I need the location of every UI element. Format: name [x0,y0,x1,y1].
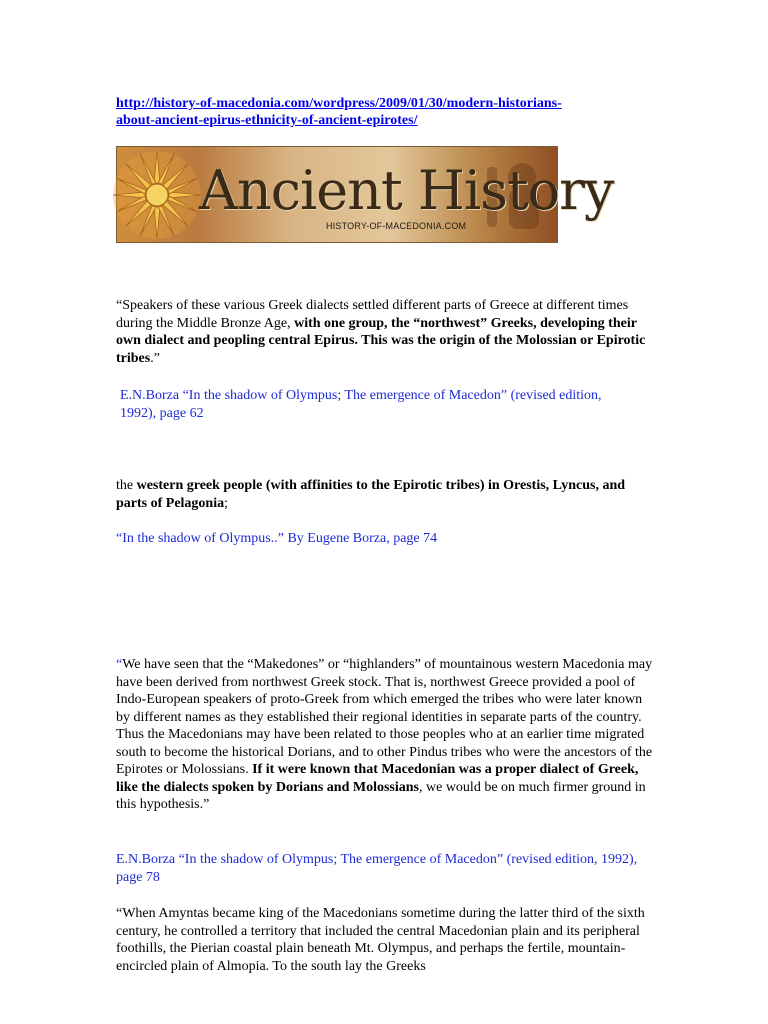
quote-paragraph-1 [116,297,656,367]
ancient-history-banner [116,146,614,243]
quote1-text: “Speakers of these various Greek dialects settled different parts of Greece at different times during the Middle Bronze Age, [116,298,629,331]
quote-paragraph-2 [116,477,656,512]
quote1-end: .” [150,350,160,366]
quote3-emphasis: If it were known that Macedonian was a proper dialect of Greek, like the dialects spoken by Dorians and Molossians [116,762,639,795]
source-link-line2[interactable]: about-ancient-epirus-ethnicity-of-ancient-epirotes/ [116,113,418,128]
quote3-open: “ [116,657,123,672]
quote2-end: ; [224,495,228,511]
citation-2: “In the shadow of Olympus..” By Eugene Borza, page 74 [116,531,438,546]
quote-paragraph-3 [116,656,656,814]
quote2-emphasis: western greek people (with affinities to the Epirotic tribes) in Orestis, Lyncus, and parts of Pelagonia [116,478,626,511]
quote2-text: the [116,478,137,493]
source-link[interactable] [116,95,676,129]
citation-3: E.N.Borza “In the shadow of Olympus; The emergence of Macedon” (revised edition, 1992), page 78 [116,852,638,885]
quote1-emphasis: with one group, the “northwest” Greeks, developing their own dialect and peopling central Epirus. This was the origin of the Molossian or Epirotic tribes [116,315,646,366]
quote3-end: , we would be on much firmer ground in this hypothesis.” [116,779,646,812]
banner-subtitle: HISTORY-OF-MACEDONIA.COM [326,221,467,231]
banner-title: Ancient History [199,159,614,222]
citation-1: E.N.Borza “In the shadow of Olympus; The emergence of Macedon” (revised edition, 1992), page 62 [120,388,602,421]
source-link-line1[interactable]: http://history-of-macedonia.com/wordpress/2009/01/30/modern-historians- [116,96,562,111]
quote-paragraph-4: “When Amyntas became king of the Macedonians sometime during the latter third of the sixth century, he controlled a territory that included the central Macedonian plain and its peripheral foothills, the Pierian coastal plain beneath Mt. Olympus, and perhaps the fertile, mountain-encircled plain of Almopia. To the south lay the Greeks [116,906,645,974]
quote3-text: We have seen that the “Makedones” or “highlanders” of mountainous western Macedonia may have been derived from northwest Greek stock. That is, northwest Greece provided a pool of Indo-European speakers of proto-Greek from which emerged the tribes who were later known by different names as they established their regional identities in separate parts of the country. Thus the Macedonians may have been related to those peoples who at an earlier time migrated south to become the historical Dorians, and to other Pindus tribes who were the ancestors of the Epirotes or Molossians. [116,657,653,777]
